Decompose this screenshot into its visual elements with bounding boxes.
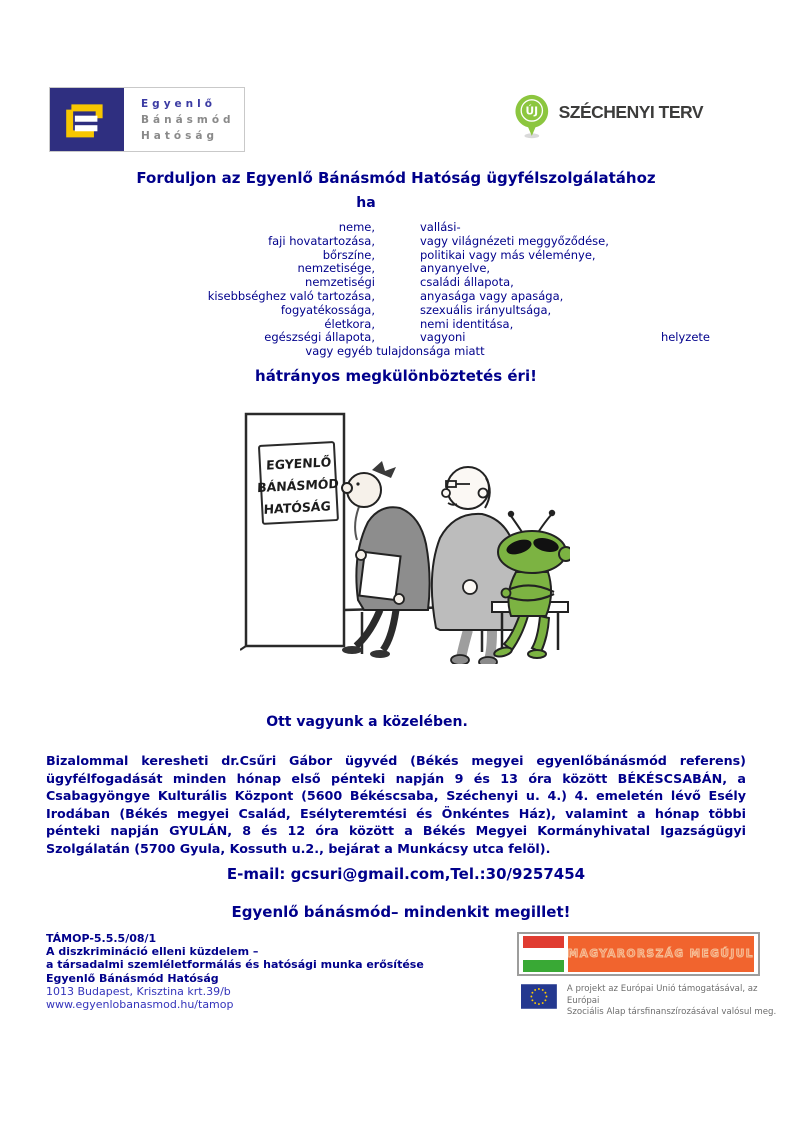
eu-text-line1: A projekt az Európai Unió támogatásával, az Európai [566,984,758,1006]
ebh-logo-line1: Egyenlő [141,97,216,110]
eu-funding-block [521,984,792,1019]
discrimination-grounds-list [80,221,710,359]
megujul-banner [568,936,754,972]
hungary-flag-icon [523,936,564,972]
grounds-right: anyanyelve, [420,261,491,276]
project-info-block [46,932,424,1011]
nearby-line: Ott vagyunk a közelében. [266,714,468,730]
door-sign [254,442,341,524]
eu-flag-icon [521,984,557,1009]
project-code: TÁMOP-5.5.5/08/1 [46,932,157,945]
ebh-logo-line2: Bánásmód [141,113,235,126]
szechenyi-terv-logo [513,88,703,150]
grounds-left: fogyatékossága, [280,302,375,317]
grounds-tail-line: vagy egyéb tulajdonsága miatt [305,344,485,359]
grounds-left: bőrszíne, [322,247,375,262]
warning-line: hátrányos megkülönböztetés éri! [255,367,537,385]
org-name: Egyenlő Bánásmód Hatóság [46,971,219,985]
project-name-line1: A diszkrimináció elleni küzdelem – [46,945,259,959]
grounds-left: nemzetisége, [297,261,375,276]
body-paragraph: Bizalommal keresheti dr.Csűri Gábor ügyvéd (Békés megyei egyenlőbánásmód referens) ügyfélfogadását minden hónap első pénteki napján 9 és 13 óra között BÉKÉSCSABÁN, a Csabagyöngye Kulturális Központ (5600 Békéscsaba, Széchenyi u. 4.) 4. emeletén lévő Esély Irodában (Békés megyei Család, Esélyteremtési és Önkéntes Ház), valamint a hónap többi pénteki napján GYULÁN, 8 és 12 óra között a Békés Megyei Kormányhivatal Igazságügyi Szolgálatán (5700 Gyula, Kossuth u.2., bejárat a Munkácsy utca felöl). [46,753,746,856]
grounds-left: életkora, [324,316,375,331]
ebh-logo-wordmark [124,88,244,151]
uj-badge-icon [513,88,551,146]
contact-line: E-mail: gcsuri@gmail.com,Tel.:30/9257454 [226,865,586,883]
grounds-right: nemi identitása, [420,316,514,331]
svg-text:EGYENLŐ: EGYENLŐ [265,454,332,473]
megujul-text: MAGYARORSZÁG MEGÚJUL [567,948,754,960]
ebh-logo-icon [50,88,124,151]
grounds-right-a: vagyoni [420,330,466,345]
grounds-right: családi állapota, [420,275,514,290]
grounds-right: vagy világnézeti meggyőződése, [420,233,609,248]
svg-text:BÁNÁSMÓD: BÁNÁSMÓD [256,475,340,496]
grounds-left: kisebbséghez való tartozása, [207,288,375,303]
grounds-right: szexuális irányultsága, [420,302,552,317]
magyarorszag-megujul-logo [517,932,760,976]
eu-funding-text [567,984,792,1019]
ebh-logo-line3: Hatóság [141,129,218,142]
project-name-line2: a társadalmi szemléletformálás és hatósági munka erősítése [46,958,424,972]
slogan-line: Egyenlő bánásmód– mindenkit megillet! [231,903,571,921]
grounds-right-justified [420,331,710,345]
page-title: Forduljon az Egyenlő Bánásmód Hatóság ügyfélszolgálatához [136,169,656,187]
grounds-left: neme, [338,220,375,234]
page-title-ha: ha [356,195,376,211]
grounds-right: anyasága vagy apasága, [420,288,564,303]
grounds-left: nemzetiségi [305,275,375,290]
grounds-left: egészségi állapota, [264,330,375,345]
org-address: 1013 Budapest, Krisztina krt.39/b [46,984,231,998]
grounds-left: faji hovatartozása, [268,233,375,248]
waiting-room-cartoon [240,404,570,664]
svg-text:ÚJ: ÚJ [525,104,539,118]
grounds-right: vallási- [420,220,461,234]
equal-treatment-authority-logo [49,87,245,152]
grounds-right: politikai vagy más véleménye, [420,247,596,262]
grounds-right-b: helyzete [660,330,710,345]
org-website: www.egyenlobanasmod.hu/tamop [46,998,234,1012]
svg-text:HATÓSÁG: HATÓSÁG [263,498,332,517]
eu-text-line2: Szociális Alap társfinanszírozásával valósul meg. [566,1007,777,1017]
szechenyi-terv-label: SZÉCHENYI TERV [558,102,703,122]
